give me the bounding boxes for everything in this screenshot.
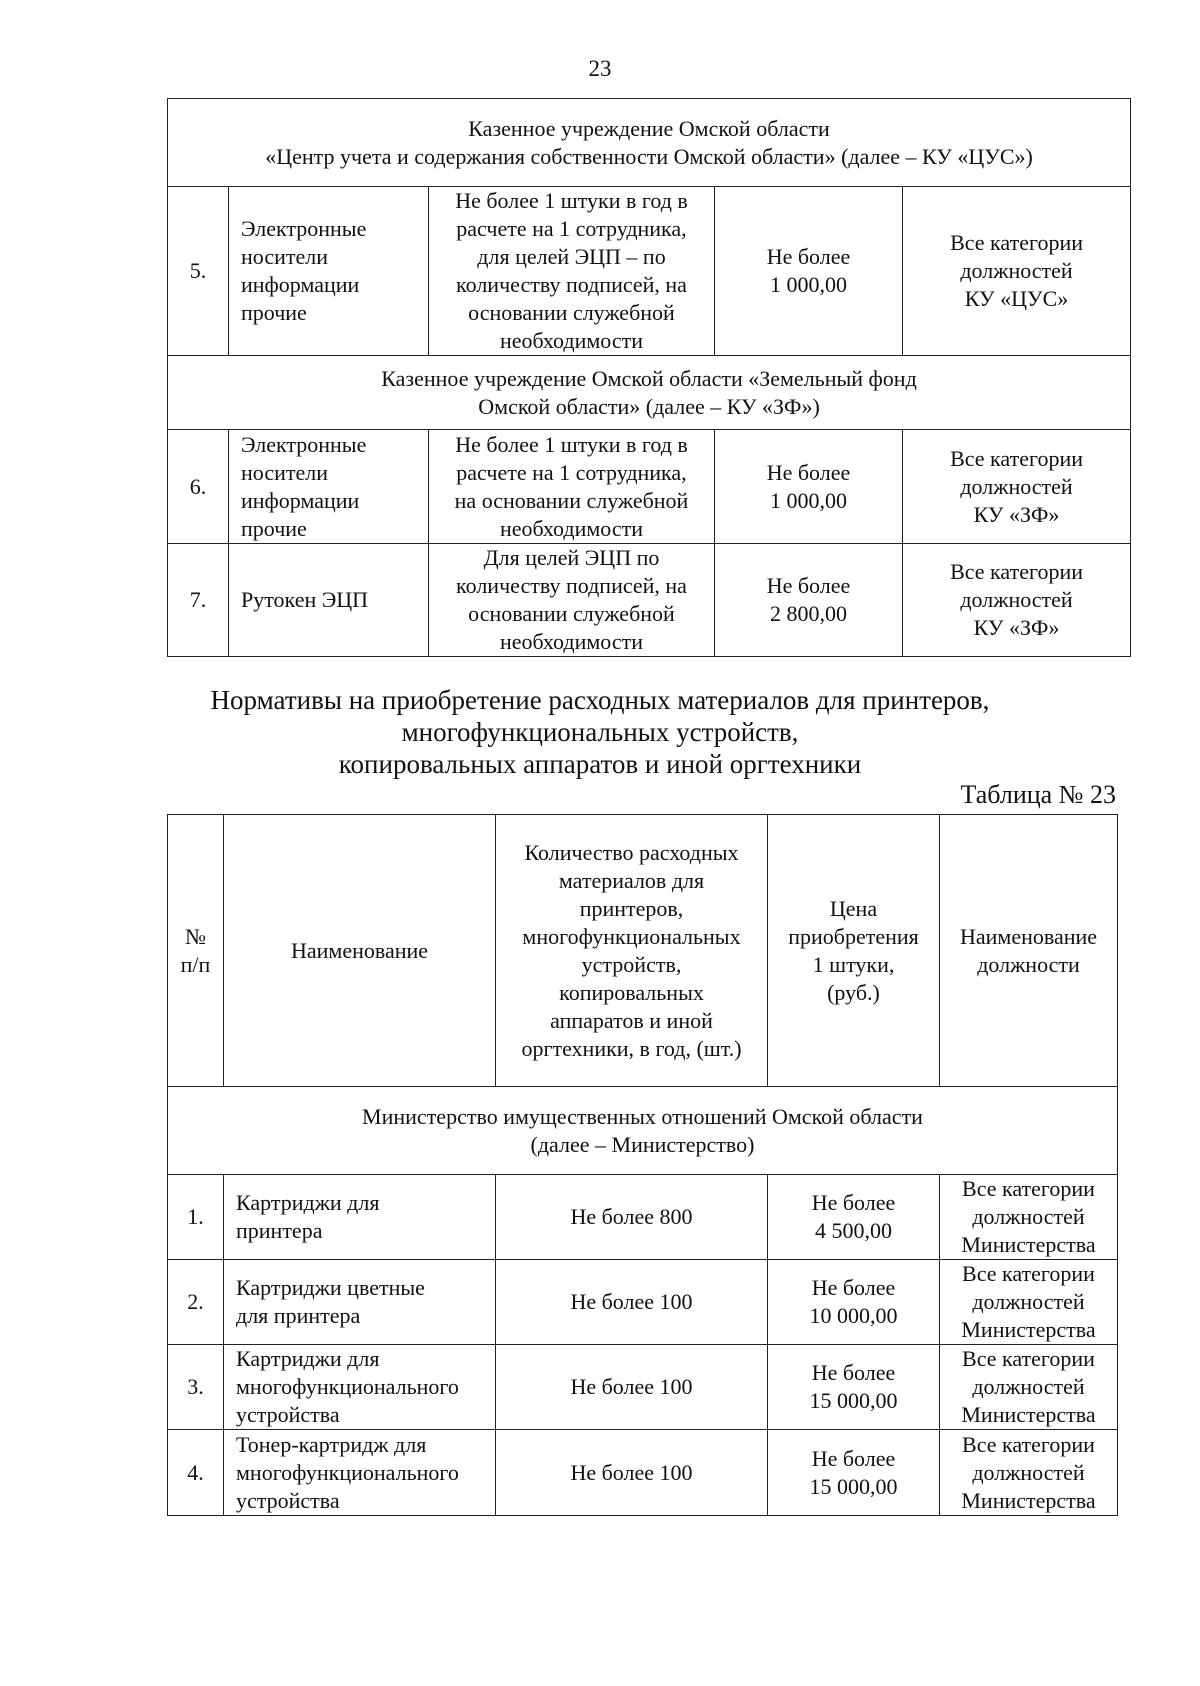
row-number: 3. bbox=[168, 1345, 224, 1430]
header-num: № п/п bbox=[168, 815, 224, 1087]
header-price: Цена приобретения 1 штуки, (руб.) bbox=[768, 815, 940, 1087]
item-name: Электронные носители информации прочие bbox=[229, 187, 429, 356]
item-name: Картриджи для принтера bbox=[224, 1175, 496, 1260]
section-header-row bbox=[168, 99, 1131, 187]
header-name: Наименование bbox=[224, 815, 496, 1087]
item-name: Рутокен ЭЦП bbox=[229, 544, 429, 657]
item-price: Не более 2 800,00 bbox=[715, 544, 903, 657]
table-row bbox=[168, 1175, 1118, 1260]
item-positions: Все категории должностей Министерства bbox=[940, 1430, 1118, 1516]
header-positions: Наименование должности bbox=[940, 815, 1118, 1087]
item-name: Электронные носители информации прочие bbox=[229, 430, 429, 544]
item-price: Не более 1 000,00 bbox=[715, 187, 903, 356]
row-number: 4. bbox=[168, 1430, 224, 1516]
section-title: Министерство имущественных отношений Омской области (далее – Министерство) bbox=[168, 1087, 1118, 1175]
row-number: 2. bbox=[168, 1260, 224, 1345]
section-header-row bbox=[168, 1087, 1118, 1175]
section-title: Казенное учреждение Омской области «Земельный фонд Омской области» (далее – КУ «ЗФ») bbox=[168, 356, 1131, 430]
header-quantity: Количество расходных материалов для принтеров, многофункциональных устройств, копировальных аппаратов и иной оргтехники, в год, (шт.) bbox=[496, 815, 768, 1087]
item-quantity: Не более 1 штуки в год в расчете на 1 сотрудника, на основании служебной необходимости bbox=[429, 430, 715, 544]
row-number: 6. bbox=[168, 430, 229, 544]
table-row bbox=[168, 1260, 1118, 1345]
section-title: Казенное учреждение Омской области «Центр учета и содержания собственности Омской области» (далее – КУ «ЦУС») bbox=[168, 99, 1131, 187]
item-positions: Все категории должностей КУ «ЗФ» bbox=[903, 430, 1131, 544]
item-positions: Все категории должностей КУ «ЗФ» bbox=[903, 544, 1131, 657]
item-quantity: Не более 100 bbox=[496, 1430, 768, 1516]
table-row bbox=[168, 430, 1131, 544]
item-name: Картриджи для многофункционального устройства bbox=[224, 1345, 496, 1430]
table-row bbox=[168, 544, 1131, 657]
item-price: Не более 15 000,00 bbox=[768, 1345, 940, 1430]
item-quantity: Для целей ЭЦП по количеству подписей, на основании служебной необходимости bbox=[429, 544, 715, 657]
item-name: Картриджи цветные для принтера bbox=[224, 1260, 496, 1345]
item-positions: Все категории должностей КУ «ЦУС» bbox=[903, 187, 1131, 356]
item-price: Не более 10 000,00 bbox=[768, 1260, 940, 1345]
row-number: 5. bbox=[168, 187, 229, 356]
item-positions: Все категории должностей Министерства bbox=[940, 1175, 1118, 1260]
table-23 bbox=[167, 814, 1118, 1516]
table-row bbox=[168, 1345, 1118, 1430]
row-number: 1. bbox=[168, 1175, 224, 1260]
section-header-row bbox=[168, 356, 1131, 430]
table-row bbox=[168, 187, 1131, 356]
item-positions: Все категории должностей Министерства bbox=[940, 1260, 1118, 1345]
item-name: Тонер-картридж для многофункционального устройства bbox=[224, 1430, 496, 1516]
item-quantity: Не более 100 bbox=[496, 1260, 768, 1345]
item-price: Не более 15 000,00 bbox=[768, 1430, 940, 1516]
section-heading: Нормативы на приобретение расходных материалов для принтеров, многофункциональных устройств, копировальных аппаратов и иной оргтехники bbox=[210, 685, 990, 779]
table-label: Таблица № 23 bbox=[960, 780, 1116, 809]
item-price: Не более 4 500,00 bbox=[768, 1175, 940, 1260]
row-number: 7. bbox=[168, 544, 229, 657]
item-quantity: Не более 800 bbox=[496, 1175, 768, 1260]
item-positions: Все категории должностей Министерства bbox=[940, 1345, 1118, 1430]
item-quantity: Не более 100 bbox=[496, 1345, 768, 1430]
continuation-table bbox=[167, 98, 1131, 657]
item-price: Не более 1 000,00 bbox=[715, 430, 903, 544]
table-row bbox=[168, 1430, 1118, 1516]
page-number: 23 bbox=[588, 56, 612, 81]
header-row bbox=[168, 815, 1118, 1087]
item-quantity: Не более 1 штуки в год в расчете на 1 сотрудника, для целей ЭЦП – по количеству подписей, на основании служебной необходимости bbox=[429, 187, 715, 356]
